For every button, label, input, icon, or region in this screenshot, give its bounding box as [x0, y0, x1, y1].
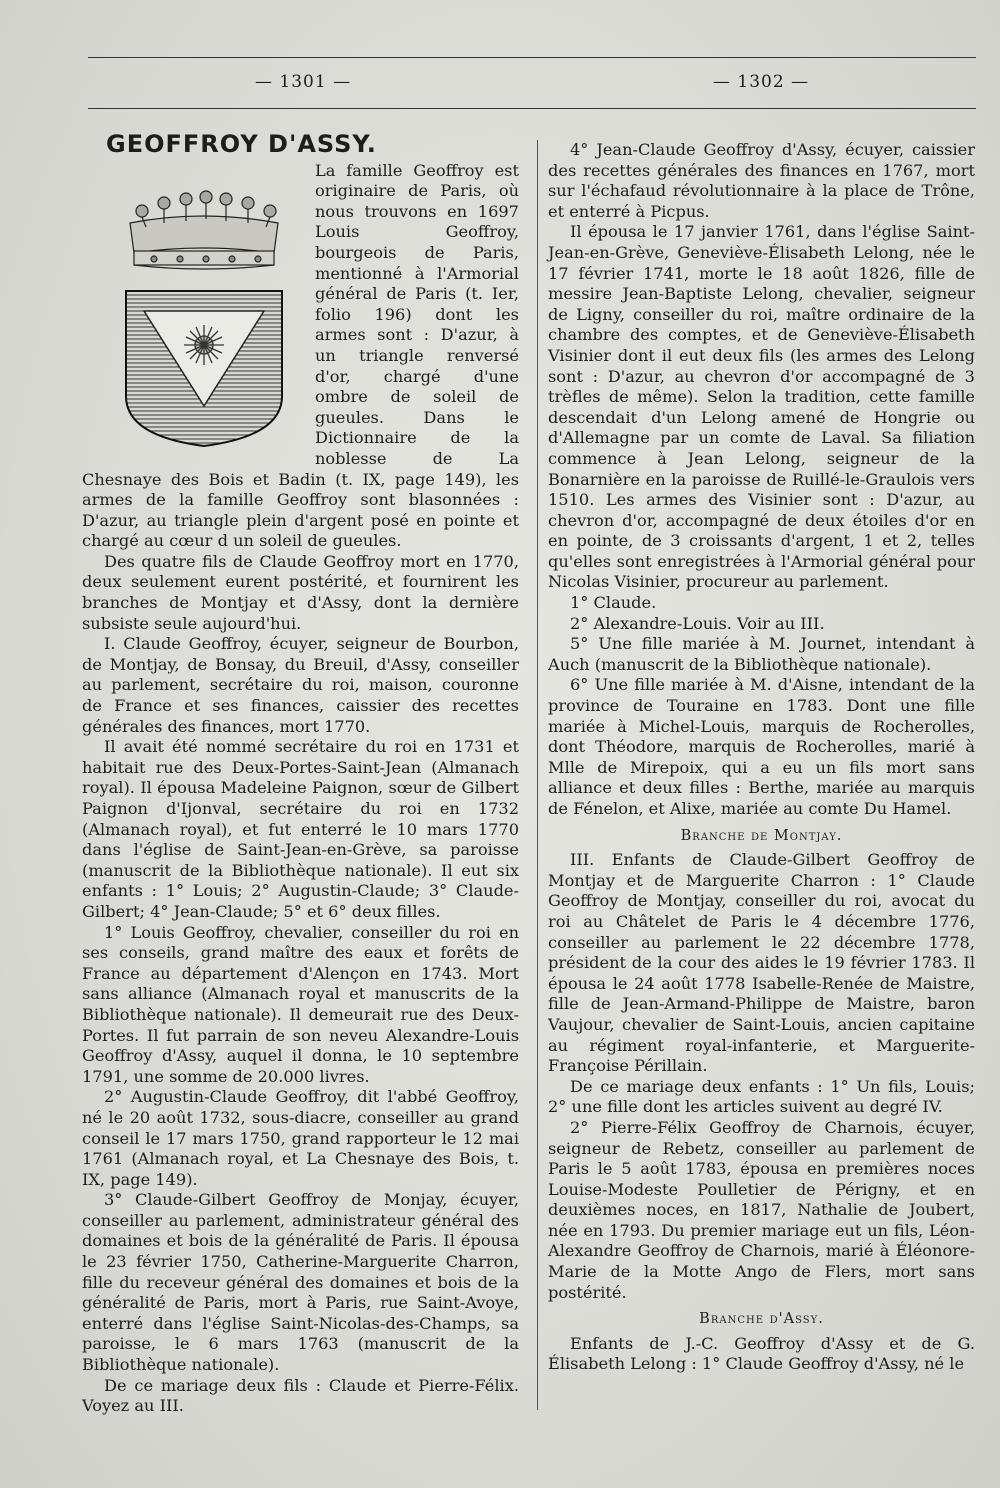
paragraph: Enfants de J.-C. Geoffroy d'Assy et de G. Élisabeth Lelong : 1° Claude Geoffroy d'Assy, né le: [548, 1333, 975, 1374]
coat-of-arms: [102, 161, 307, 451]
column-divider: [537, 140, 538, 1410]
paragraph: I. Claude Geoffroy, écuyer, seigneur de Bourbon, de Montjay, de Bonsay, du Breuil, d'Assy, conseiller au parlement, secrétaire du roi, maison, couronne de France et ses finances, caissier des recettes générales des finances, mort 1770.: [82, 634, 519, 736]
paragraph: 3° Claude-Gilbert Geoffroy de Monjay, écuyer, conseiller au parlement, administrateur général des domaines et bois de la généralité de Paris. Il épousa le 23 février 1750, Catherine-Marguerite Charron, fille du receveur général des domaines et bois de la généralité de Paris, mort à Paris, rue Saint-Avoye, enterré dans l'église Saint-Nicolas-des-Champs, sa paroisse, le 6 mars 1763 (manuscrit de la Bibliothèque nationale).: [82, 1190, 519, 1375]
paragraph: 2° Alexandre-Louis. Voir au III.: [570, 613, 825, 633]
paragraph: 1° Claude.: [570, 593, 657, 613]
paragraph: Des quatre fils de Claude Geoffroy mort en 1770, deux seulement eurent postérité, et fournirent les branches de Montjay et d'Assy, dont la dernière subsiste seule aujourd'hui.: [82, 551, 519, 633]
left-column: [82, 130, 519, 1417]
paragraph: 2° Pierre-Félix Geoffroy de Charnois, écuyer, seigneur de Rebetz, conseiller au parlement de Paris le 5 août 1783, épousa en premières noces Louise-Modeste Poulletier de Périgny, et en deuxièmes noces, en 1817, Nathalie de Joubert, née en 1793. Du premier mariage eut un fils, Léon-Alexandre Geoffroy de Charnois, marié à Éléonore-Marie de la Motte Ango de Flers, mort sans postérité.: [548, 1117, 975, 1302]
section-heading-assy: Branche d'Assy.: [699, 1311, 824, 1328]
paragraph: Il avait été nommé secrétaire du roi en 1731 et habitait rue des Deux-Portes-Saint-Jean (Almanach royal). Il épousa Madeleine Paignon, sœur de Gilbert Paignon d'Ijonval, secrétaire du roi en 1732 (Almanach royal), et fut enterré le 10 mars 1770 dans l'église de Saint-Jean-en-Grève, sa paroisse (manuscrit de la Bibliothèque nationale). Il eut six enfants : 1° Louis; 2° Augustin-Claude; 3° Claude-Gilbert; 4° Jean-Claude; 5° et 6° deux filles.: [82, 737, 519, 921]
paragraph: De ce mariage deux enfants : 1° Un fils, Louis; 2° une fille dont les articles suivent au degré IV.: [548, 1076, 975, 1117]
right-column: [548, 140, 975, 1375]
page-number-left: — 1301 —: [255, 72, 352, 92]
section-heading-montjay: Branche de Montjay.: [680, 827, 843, 844]
paragraph: De ce mariage deux fils : Claude et Pierre-Félix. Voyez au III.: [82, 1375, 519, 1416]
paragraph: 2° Augustin-Claude Geoffroy, dit l'abbé Geoffroy, né le 20 août 1732, sous-diacre, conseiller au grand conseil le 17 mars 1750, grand rapporteur le 12 mai 1761 (Almanach royal, et La Chesnaye des Bois, t. IX, page 149).: [82, 1087, 519, 1189]
paragraph: 6° Une fille mariée à M. d'Aisne, intendant de la province de Touraine en 1783. Dont une fille mariée à Michel-Louis, marquis de Rocherolles, dont Théodore, marquis de Rocherolles, marié à Mlle de Mirepoix, qui a eu un fils mort sans alliance et deux filles : Berthe, mariée au marquis de Fénelon, et Alixe, mariée au comte Du Hamel.: [548, 675, 975, 818]
top-rule: [88, 57, 976, 58]
article-title: GEOFFROY D'ASSY.: [106, 130, 377, 158]
paragraph: Il épousa le 17 janvier 1761, dans l'église Saint-Jean-en-Grève, Geneviève-Élisabeth Lelong, née le 17 février 1741, morte le 18 août 1826, fille de messire Jean-Baptiste Lelong, chevalier, seigneur de Ligny, conseiller du roi, maître ordinaire de la chambre des comptes, et de Geneviève-Élisabeth Visinier dont il eut deux fils (les armes des Lelong sont : D'azur, au chevron d'or accompagné de 3 trèfles de même). Selon la tradition, cette famille descendait d'un Lelong amené de Hongrie ou d'Allemagne par un comte de Laval. Sa filiation commence à Jean Lelong, seigneur de la Bonarnière en la paroisse de Ruillé-le-Graulois vers 1510. Les armes des Visinier sont : D'azur, au chevron d'or, accompagné de deux étoiles d'or en en pointe, de 3 croissants d'argent, 1 et 2, telles qu'elles sont enregistrées à l'Armorial général pour Nicolas Visinier, procureur au parlement.: [548, 222, 975, 592]
paragraph: III. Enfants de Claude-Gilbert Geoffroy de Montjay et de Marguerite Charron : 1° Claude Geoffroy de Montjay, conseiller du roi, avocat du roi au Châtelet de Paris le 4 décembre 1776, conseiller au parlement le 22 décembre 1778, président de la cour des aides le 19 février 1783. Il épousa le 24 août 1778 Isabelle-Renée de Maistre, fille de Jean-Armand-Philippe de Maistre, baron Vaujour, chevalier de Saint-Louis, ancien capitaine au régiment royal-infanterie, et Marguerite-Françoise Périllain.: [548, 850, 975, 1076]
paragraph: 4° Jean-Claude Geoffroy d'Assy, écuyer, caissier des recettes générales des finances en 1767, mort sur l'échafaud révolutionnaire à la place de Trône, et enterré à Picpus.: [548, 140, 975, 221]
paragraph: La famille Geoffroy est originaire de Paris, où nous trouvons en 1697 Louis Geoffroy, bourgeois de Paris, mentionné à l'Armorial général de Paris (t. Ier, folio 196) dont les armes sont : D'azur, à un triangle renversé d'or, chargé d'une ombre de soleil de gueules. Dans le Dictionnaire de la noblesse de La Chesnaye des Bois et Badin (t. IX, page 149), les armes de la famille Geoffroy sont blasonnées : D'azur, au triangle plein d'argent posé en pointe et chargé au cœur d un soleil de gueules.: [82, 160, 519, 551]
paragraph: 1° Louis Geoffroy, chevalier, conseiller du roi en ses conseils, grand maître des eaux et forêts de France au département d'Alençon en 1743. Mort sans alliance (Almanach royal et manuscrits de la Bibliothèque nationale). Il demeurait rue des Deux-Portes. Il fut parrain de son neveu Alexandre-Louis Geoffroy d'Assy, auquel il donna, le 10 septembre 1791, une somme de 20.000 livres.: [82, 922, 519, 1086]
paragraph: 5° Une fille mariée à M. Journet, intendant à Auch (manuscrit de la Bibliothèque nationale).: [548, 634, 975, 674]
page-number-right: — 1302 —: [713, 72, 810, 92]
coat-of-arms-icon: [102, 161, 307, 451]
header-rule: [88, 108, 976, 109]
